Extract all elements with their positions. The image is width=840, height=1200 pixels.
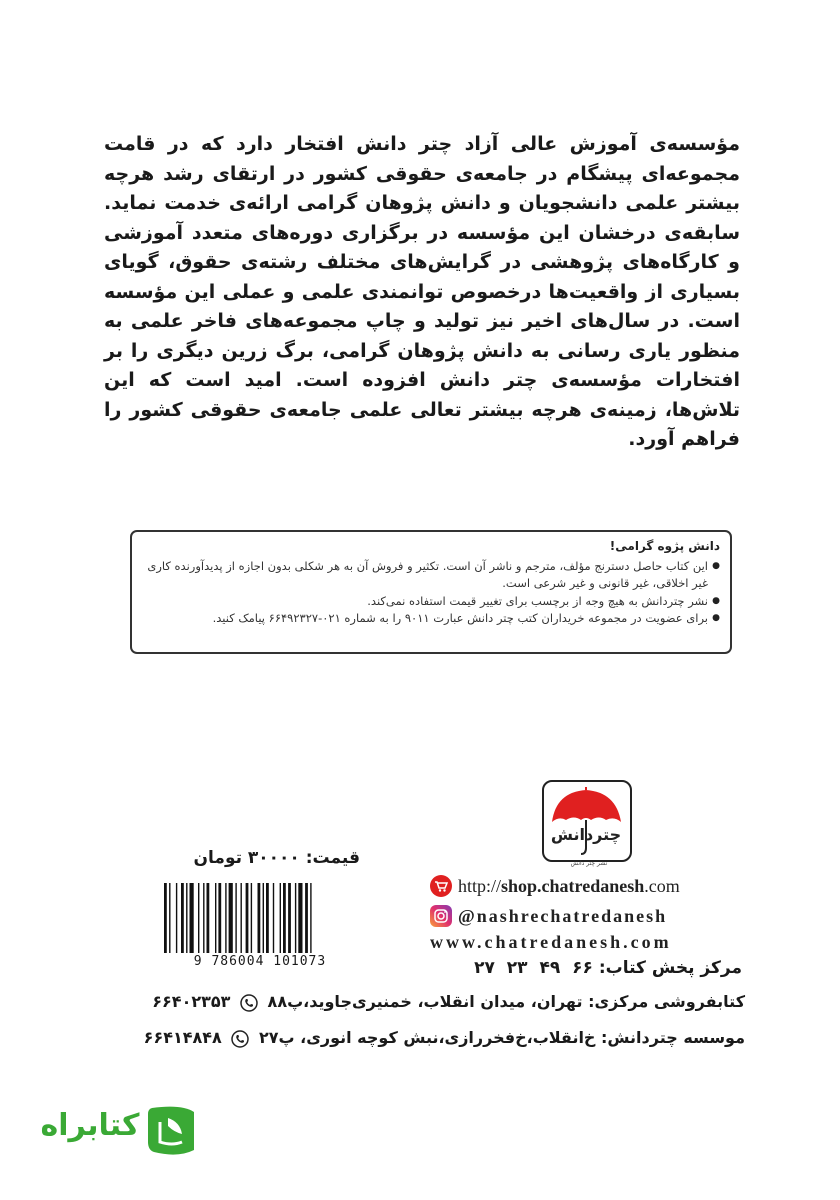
ketabrah-brand <box>40 1102 220 1162</box>
distribution-label: مرکز پخش کتاب: <box>598 958 742 978</box>
price-value: ۳۰۰۰۰ تومان <box>193 848 300 868</box>
notice-item-price-label: ● نشر چتردانش به هیچ وجه از برچسب برای تغییر قیمت استفاده نمی‌کند. <box>142 593 720 611</box>
notice-item-copyright: ● این کتاب حاصل دسترنج مؤلف، مترجم و ناشر آن است. تکثیر و فروش آن به هر شکلی بدون اجازه از پدیدآورنده کاری غیر اخلاقی، غیر قانونی و غیر شرعی است. <box>142 558 720 593</box>
institute-address-text: موسسه چتردانش: خ‌انقلاب،خ‌فخررازی،نبش کوچه انوری، پ۲۷ <box>258 1028 745 1047</box>
instagram-handle[interactable]: @nashrechatredanesh <box>458 905 668 926</box>
reader-notice-box <box>130 530 732 654</box>
instagram-link[interactable] <box>430 904 667 928</box>
price <box>160 848 360 868</box>
website-url[interactable]: www.chatredanesh.com <box>430 931 672 952</box>
intro-paragraph: مؤسسه‌ی آموزش عالی آزاد چتر دانش افتخار دارد که در قامت مجموعه‌ای پیشگام در جامعه‌ی حقوقی کشور در ارتقای رشد هرچه بیشتر علمی دانشجویان و دانش پژوهان گرامی ارائه‌ی خدمت نماید. سابقه‌ی درخشان این مؤسسه در برگزاری دوره‌های متعدد آموزشی و کارگاه‌های پژوهشی در گرایش‌های مختلف رشته‌ی حقوق، گویای بسیاری از واقعیت‌ها درخصوص توانمندی علمی و عملی این مؤسسه است. در سال‌های اخیر نیز تولید و چاپ مجموعه‌های فاخر علمی به منظور یاری رسانی به دانش پژوهان گرامی، برگ زرین دیگری را بر افتخارات مؤسسه‌ی چتر دانش افزوده است. امید است که این تلاش‌ها، زمینه‌ی هرچه بیشتر تعالی علمی جامعه‌ی حقوقی کشور را فراهم آورد. <box>104 133 740 450</box>
book-leaf-icon <box>144 1102 200 1158</box>
shop-link[interactable] <box>430 874 680 898</box>
shopping-cart-icon <box>430 875 452 897</box>
notice-list <box>142 558 720 628</box>
brand-name: کتابراه <box>40 1108 140 1143</box>
phone-icon <box>231 1030 249 1048</box>
barcode <box>162 883 358 955</box>
institute-phone: ۶۶۴۱۴۸۴۸ <box>143 1028 222 1047</box>
website-link[interactable] <box>430 930 672 954</box>
institute-address <box>100 1028 745 1048</box>
umbrella-icon <box>544 782 629 859</box>
phone-icon <box>240 994 258 1012</box>
central-bookstore-address <box>100 992 745 1012</box>
shop-url[interactable]: http://shop.chatredanesh.com <box>458 875 680 896</box>
isbn-number: 9 786004 101073 <box>193 954 327 969</box>
price-label: قیمت: <box>305 848 360 868</box>
intro-text-block <box>104 130 740 455</box>
notice-title: دانش پژوه گرامی! <box>609 539 720 553</box>
distribution-center <box>420 958 742 978</box>
notice-item-membership: ● برای عضویت در مجموعه خریداران کتب چتر دانش عبارت ۹۰۱۱ را به شماره ۰۲۱-۶۶۴۹۲۳۲۷ پیامک کنید. <box>142 610 720 628</box>
publisher-logo-caption: نشر چتر دانش <box>570 860 608 867</box>
instagram-icon <box>430 905 452 927</box>
logo-wordmark: چتردانش <box>550 825 622 844</box>
bookstore-phone: ۶۶۴۰۲۳۵۳ <box>152 992 231 1011</box>
distribution-phone: ۶۶ ۴۹ ۲۳ ۲۷ <box>474 958 593 978</box>
publisher-logo <box>542 780 632 862</box>
bookstore-address-text: کتابفروشی مرکزی: تهران، میدان انقلاب، خمنیری‌جاوید،پ۸۸ <box>267 992 745 1011</box>
